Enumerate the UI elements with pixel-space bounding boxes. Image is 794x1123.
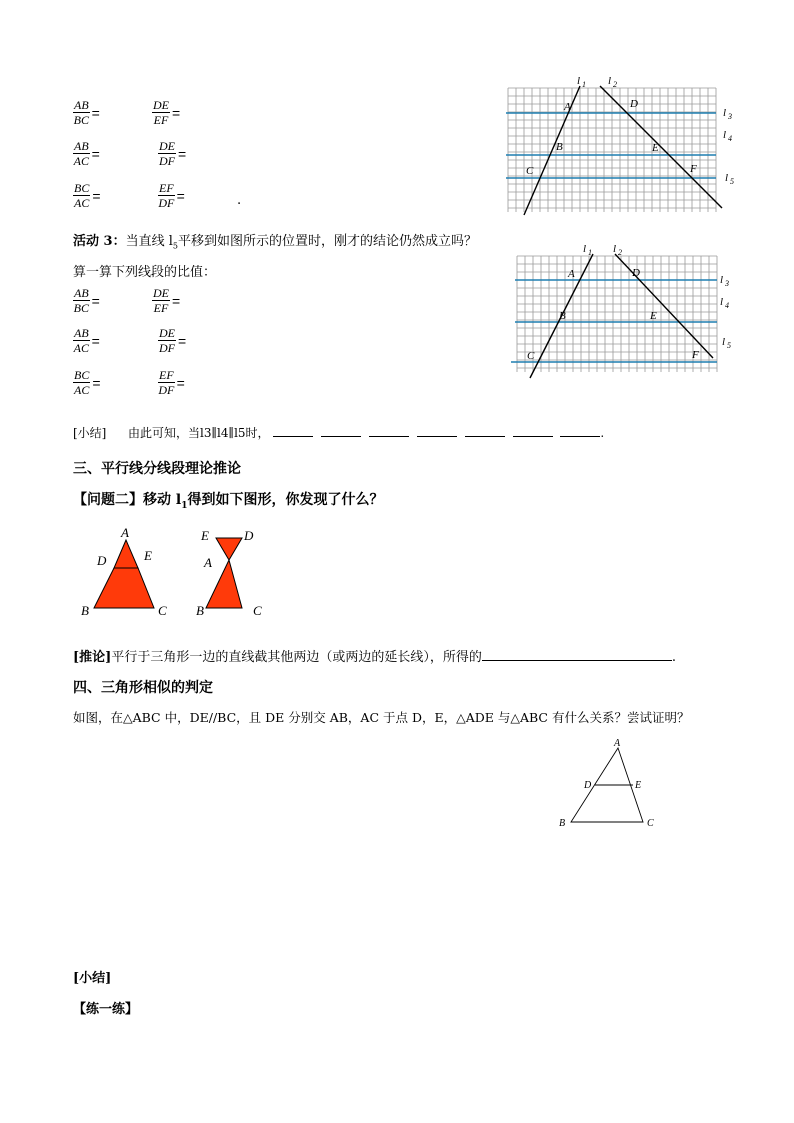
denominator: EF [153,301,169,315]
label-B: B [81,603,89,618]
question-2-text2: 得到如下图形，你发现了什么？ [187,492,384,508]
denominator: BC [73,301,89,315]
fraction [73,98,90,127]
fraction [158,181,175,210]
triangle-figure-1 [78,524,178,620]
numerator: AB [74,326,89,340]
label-A: A [204,555,212,570]
equals-sign: = [176,374,185,391]
fraction [73,286,90,315]
inference-period: . [671,650,676,665]
denominator: DF [159,341,175,355]
summary-2: [小结] [73,971,112,986]
label-C: C [527,350,535,362]
activity-3-label: 活动 3： [73,234,126,249]
denominator: AC [73,341,89,355]
inference-text: 平行于三角形一边的直线截其他两边（或两边的延长线），所得的 [111,650,482,665]
blank-7[interactable] [560,424,600,437]
equals-sign: = [178,332,187,349]
denominator: DF [159,154,175,168]
fraction [73,181,90,210]
line-l2 [615,254,713,358]
label-A: A [568,268,575,280]
equals-sign: = [172,104,181,121]
label-E: E [652,142,659,154]
numerator: DE [153,98,169,112]
grid-figure-2 [505,240,745,380]
question-2-sub: 1 [181,500,188,511]
blank-2[interactable] [321,424,361,437]
grid-figure-1 [500,72,744,217]
fraction [73,139,90,168]
denominator: EF [153,113,169,127]
label-l1: l [583,243,587,255]
practice-heading: 【练一练】 [73,1002,139,1017]
fraction-right [152,286,180,315]
numerator: EF [159,181,174,195]
label-l3-sub: 3 [728,112,732,121]
label-l2-sub: 2 [613,80,617,89]
summary-1 [73,424,604,441]
fraction [158,326,176,355]
label-l1: l [577,75,581,87]
equals-sign: = [91,332,100,349]
trapezoid-bottom [94,568,154,608]
fraction-right [152,98,180,127]
label-l2: l [608,75,612,87]
denominator: AC [74,196,90,210]
label-C: C [158,603,167,618]
denominator: DF [158,196,175,210]
numerator: BC [74,181,90,195]
section-3-heading: 三、平行线分线段理论推论 [73,461,241,477]
label-l5-sub: 5 [730,177,734,186]
label-B: B [559,310,566,322]
label-E: E [650,310,657,322]
question-2-label: 【问题二】 [73,492,143,508]
label-B: B [559,818,566,829]
equals-sign: = [176,187,185,204]
fraction-right [158,368,185,397]
fraction [158,139,176,168]
fraction-left [73,98,100,127]
question-2-text: 移动 l [143,492,182,508]
triangle-top-inverted [216,538,242,560]
fraction-left [73,139,100,168]
label-l5-sub: 5 [727,341,731,350]
label-C: C [253,603,262,618]
label-A: A [614,738,621,749]
fraction-right [158,326,186,355]
label-l5: l [725,172,729,184]
label-l2-sub: 2 [618,248,622,257]
label-F: F [690,163,697,175]
label-l1-sub: 1 [582,80,586,89]
label-l1-sub: 1 [588,248,592,257]
label-l2: l [613,243,617,255]
equals-sign: = [172,292,181,309]
numerator: EF [159,368,174,382]
label-l4: l [723,129,727,141]
blank-4[interactable] [417,424,457,437]
label-l4-sub: 4 [725,301,729,310]
fraction [152,286,170,315]
activity-3-sub: 5 [172,241,178,251]
label-B: B [556,141,563,153]
fraction-left [73,326,100,355]
fraction [152,98,170,127]
equals-sign: = [91,292,100,309]
activity-3-text2: 平移到如图所示的位置时，刚才的结论仍然成立吗？ [177,234,477,249]
denominator: BC [73,113,89,127]
numerator: AB [74,286,89,300]
denominator: DF [158,383,175,397]
equals-sign: = [178,145,187,162]
fraction-right [158,139,186,168]
fraction [73,326,90,355]
fraction [73,368,90,397]
inference [73,646,676,665]
label-D: D [97,553,107,568]
numerator: DE [153,286,169,300]
numerator: DE [159,326,175,340]
equals-sign: = [91,145,100,162]
label-A: A [121,525,129,540]
denominator: AC [74,383,90,397]
fraction [158,368,175,397]
label-B: B [196,603,204,618]
activity-3-text: 当直线 l [125,234,173,249]
label-l4: l [720,296,724,308]
label-D: D [630,98,638,110]
label-C: C [647,818,654,829]
activity-3 [73,230,477,251]
denominator: AC [73,154,89,168]
blank-6[interactable] [513,424,553,437]
fraction-right [158,181,185,210]
section-4-heading: 四、三角形相似的判定 [73,680,213,696]
problem-text: 如图，在△ABC 中，DE//BC，且 DE 分别交 AB，AC 于点 D，E，△ADE 与△ABC 有什么关系？尝试证明？ [73,710,690,725]
inference-blank[interactable] [482,648,672,661]
numerator: BC [74,368,90,382]
fraction-left [73,368,101,397]
label-C: C [526,165,534,177]
summary-1-label: [小结] [73,426,107,440]
question-2 [73,489,383,511]
label-l3: l [720,274,724,286]
label-F: F [692,349,699,361]
summary-1-text: 由此可知，当l3∥l4∥l5时， [128,426,270,440]
label-l5: l [722,336,726,348]
inference-label: [推论] [73,650,112,665]
equals-sign: = [92,187,101,204]
label-E: E [201,528,209,543]
numerator: AB [74,98,89,112]
label-l3-sub: 3 [725,279,729,288]
label-E: E [144,548,152,563]
line-l1 [524,86,580,215]
fraction-left [73,181,101,210]
blank-5[interactable] [465,424,505,437]
label-D: D [632,267,640,279]
equals-sign: = [91,104,100,121]
triangle-figure-3 [555,736,665,834]
triangle-top [114,540,138,568]
label-D: D [584,780,592,791]
label-l4-sub: 4 [728,134,732,143]
label-D: D [244,528,254,543]
label-A: A [564,101,571,113]
triangle-figure-2 [196,524,276,620]
fraction-left [73,286,100,315]
numerator: AB [74,139,89,153]
equals-sign: = [92,374,101,391]
calc-text: 算一算下列线段的比值： [73,265,217,280]
numerator: DE [159,139,175,153]
label-l3: l [723,107,727,119]
label-E: E [635,780,642,791]
blank-3[interactable] [369,424,409,437]
blank-1[interactable] [273,424,313,437]
summary-1-period: . [600,426,605,440]
period: . [237,193,242,208]
